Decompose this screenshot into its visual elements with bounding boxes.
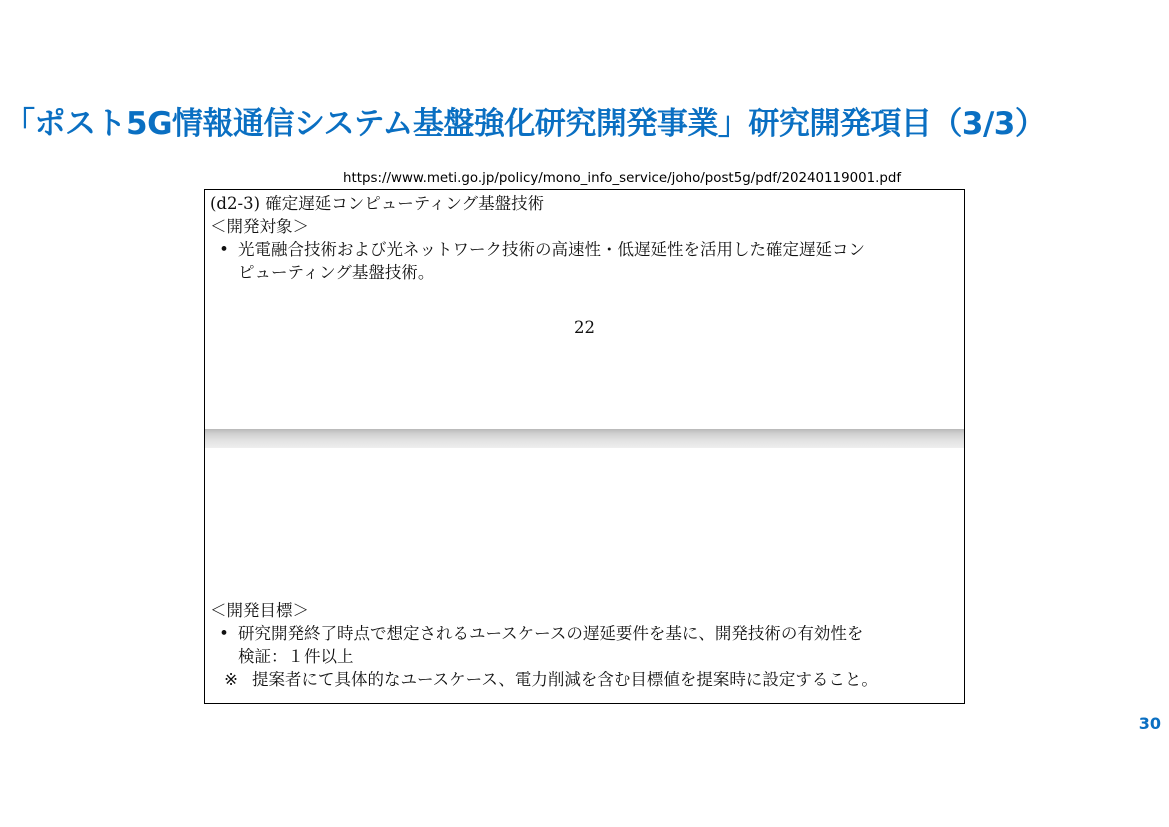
document-page-number: 22 [574,318,595,337]
development-goal-line: 研究開発終了時点で想定されるユースケースの遅延要件を基に、開発技術の有効性を [238,624,864,643]
reference-mark-icon: ※ [224,670,238,689]
development-target-label: ＜開発対象＞ [210,217,309,236]
source-url-link[interactable]: https://www.meti.go.jp/policy/mono_info_service/joho/post5g/pdf/20240119001.pdf [343,171,902,186]
page-break-divider [205,429,964,448]
development-target-line: 光電融合技術および光ネットワーク技術の高速性・低遅延性を活用した確定遅延コン [238,240,865,259]
development-goal-text [238,622,956,668]
note-item [210,668,956,691]
slide-page-number: 30 [1138,714,1161,733]
development-target-text [238,238,956,284]
slide-title: 「ポスト5G情報通信システム基盤強化研究開発事業」研究開発項目（3/3） [4,106,1046,142]
development-goal-label: ＜開発目標＞ [210,601,309,620]
development-goal-line: 検証：１件以上 [238,647,354,666]
document-upper-page [210,192,956,284]
document-heading: (d2-3) 確定遅延コンピューティング基盤技術 [210,194,545,213]
note-text: 提案者にて具体的なユースケース、電力削減を含む目標値を提案時に設定すること。 [252,670,878,689]
development-goal-item [210,622,956,668]
bullet-icon: • [219,624,229,643]
document-lower-page [210,599,956,691]
development-target-line: ピューティング基盤技術。 [238,263,435,282]
development-target-item [210,238,956,284]
document-excerpt [204,189,965,704]
bullet-icon: • [219,240,229,259]
